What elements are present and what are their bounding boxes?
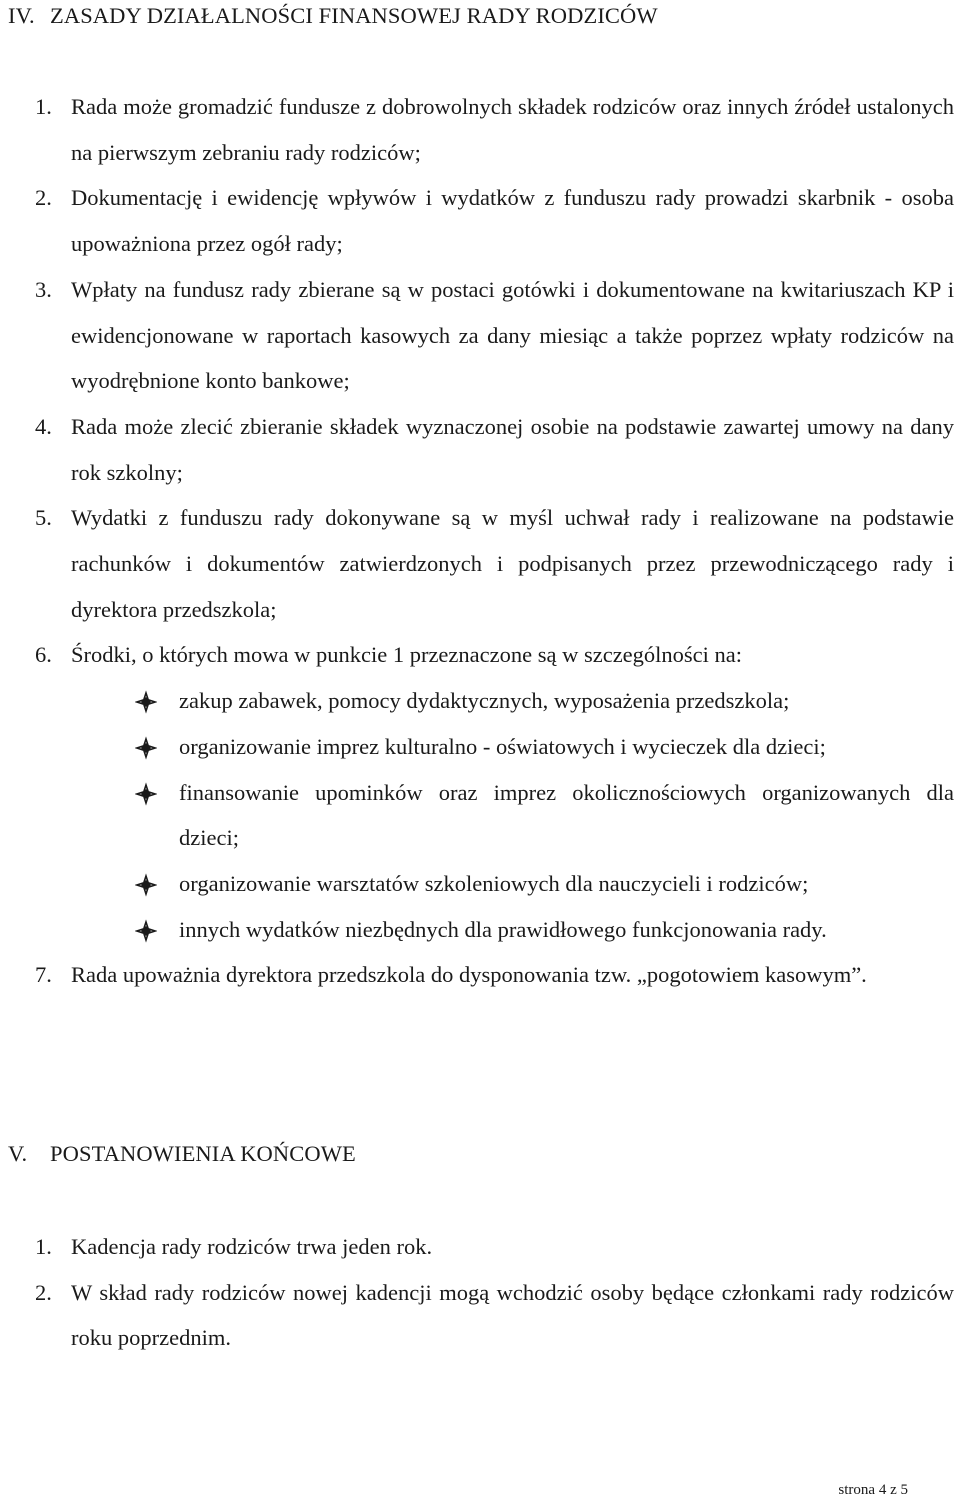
list-item [0, 84, 960, 175]
item-number: 3. [35, 276, 52, 302]
sub-item-text: organizowanie warsztatów szkoleniowych dla nauczycieli i rodziców; [179, 870, 809, 896]
sub-list [71, 678, 954, 952]
item-text: Wydatki z funduszu rady dokonywane są w myśl uchwał rady i realizowane na podstawie rachunków i dokumentów zatwierdzonych i podpisanych przez przewodniczącego rady i dyrektora przedszkola; [71, 505, 954, 622]
item-text: Rada może zlecić zbieranie składek wyznaczonej osobie na podstawie zawartej umowy na dany rok szkolny; [71, 413, 954, 485]
sub-list-item [71, 724, 954, 770]
sub-item-text: finansowanie upominków oraz imprez okolicznościowych organizowanych dla dzieci; [179, 779, 954, 851]
list-item [0, 632, 960, 952]
item-text: Kadencja rady rodziców trwa jeden rok. [71, 1234, 433, 1259]
page-number-footer: strona 4 z 5 [838, 1482, 908, 1498]
sub-list-item [71, 770, 954, 861]
sub-item-text: organizowanie imprez kulturalno - oświatowych i wycieczek dla dzieci; [179, 733, 826, 759]
item-number: 2. [35, 185, 52, 211]
sub-item-text: zakup zabawek, pomocy dydaktycznych, wyposażenia przedszkola; [179, 688, 790, 714]
section-4-heading [8, 2, 658, 30]
item-number: 5. [35, 505, 52, 531]
list-item [0, 952, 960, 998]
item-text: Rada upoważnia dyrektora przedszkola do dysponowania tzw. „pogotowiem kasowym”. [71, 962, 867, 988]
section-4-list [0, 84, 960, 998]
sub-list-item [71, 861, 954, 907]
item-text: Wpłaty na fundusz rady zbierane są w postaci gotówki i dokumentowane na kwitariuszach KP i ewidencjonowane w raportach kasowych za dany miesiąc a także poprzez wpłaty rodziców na wyodrębnione konto bankowe; [71, 276, 954, 394]
item-number: 7. [35, 962, 52, 988]
section-5-number: V. [8, 1141, 28, 1166]
section-5-title: POSTANOWIENIA KOŃCOWE [50, 1141, 356, 1166]
list-item [0, 404, 960, 495]
item-number: 1. [35, 94, 52, 119]
list-item [0, 495, 960, 632]
item-text: Środki, o których mowa w punkcie 1 przeznaczone są w szczególności na: [71, 642, 743, 668]
item-number: 4. [35, 413, 52, 439]
sub-list-item [71, 678, 954, 724]
diamond-bullet-icon [135, 770, 157, 832]
section-5-heading [8, 1140, 356, 1168]
list-item [0, 1270, 960, 1361]
section-4-title: ZASADY DZIAŁALNOŚCI FINANSOWEJ RADY RODZICÓW [50, 3, 658, 28]
section-5-list [0, 1224, 960, 1361]
list-item [0, 175, 960, 266]
item-number: 6. [35, 642, 52, 668]
item-text: Rada może gromadzić fundusze z dobrowolnych składek rodziców oraz innych źródeł ustalonych na pierwszym zebraniu rady rodziców; [71, 94, 954, 165]
list-item [0, 267, 960, 404]
section-4-number: IV. [8, 3, 35, 28]
sub-list-item [71, 907, 954, 953]
item-text: Dokumentację i ewidencję wpływów i wydatków z funduszu rady prowadzi skarbnik - osoba upoważniona przez ogół rady; [71, 185, 954, 257]
item-text: W skład rady rodziców nowej kadencji mogą wchodzić osoby będące członkami rady rodziców roku poprzednim. [71, 1279, 954, 1351]
item-number: 1. [35, 1234, 52, 1259]
item-number: 2. [35, 1279, 52, 1305]
sub-item-text: innych wydatków niezbędnych dla prawidłowego funkcjonowania rady. [179, 916, 827, 942]
list-item [0, 1224, 960, 1270]
